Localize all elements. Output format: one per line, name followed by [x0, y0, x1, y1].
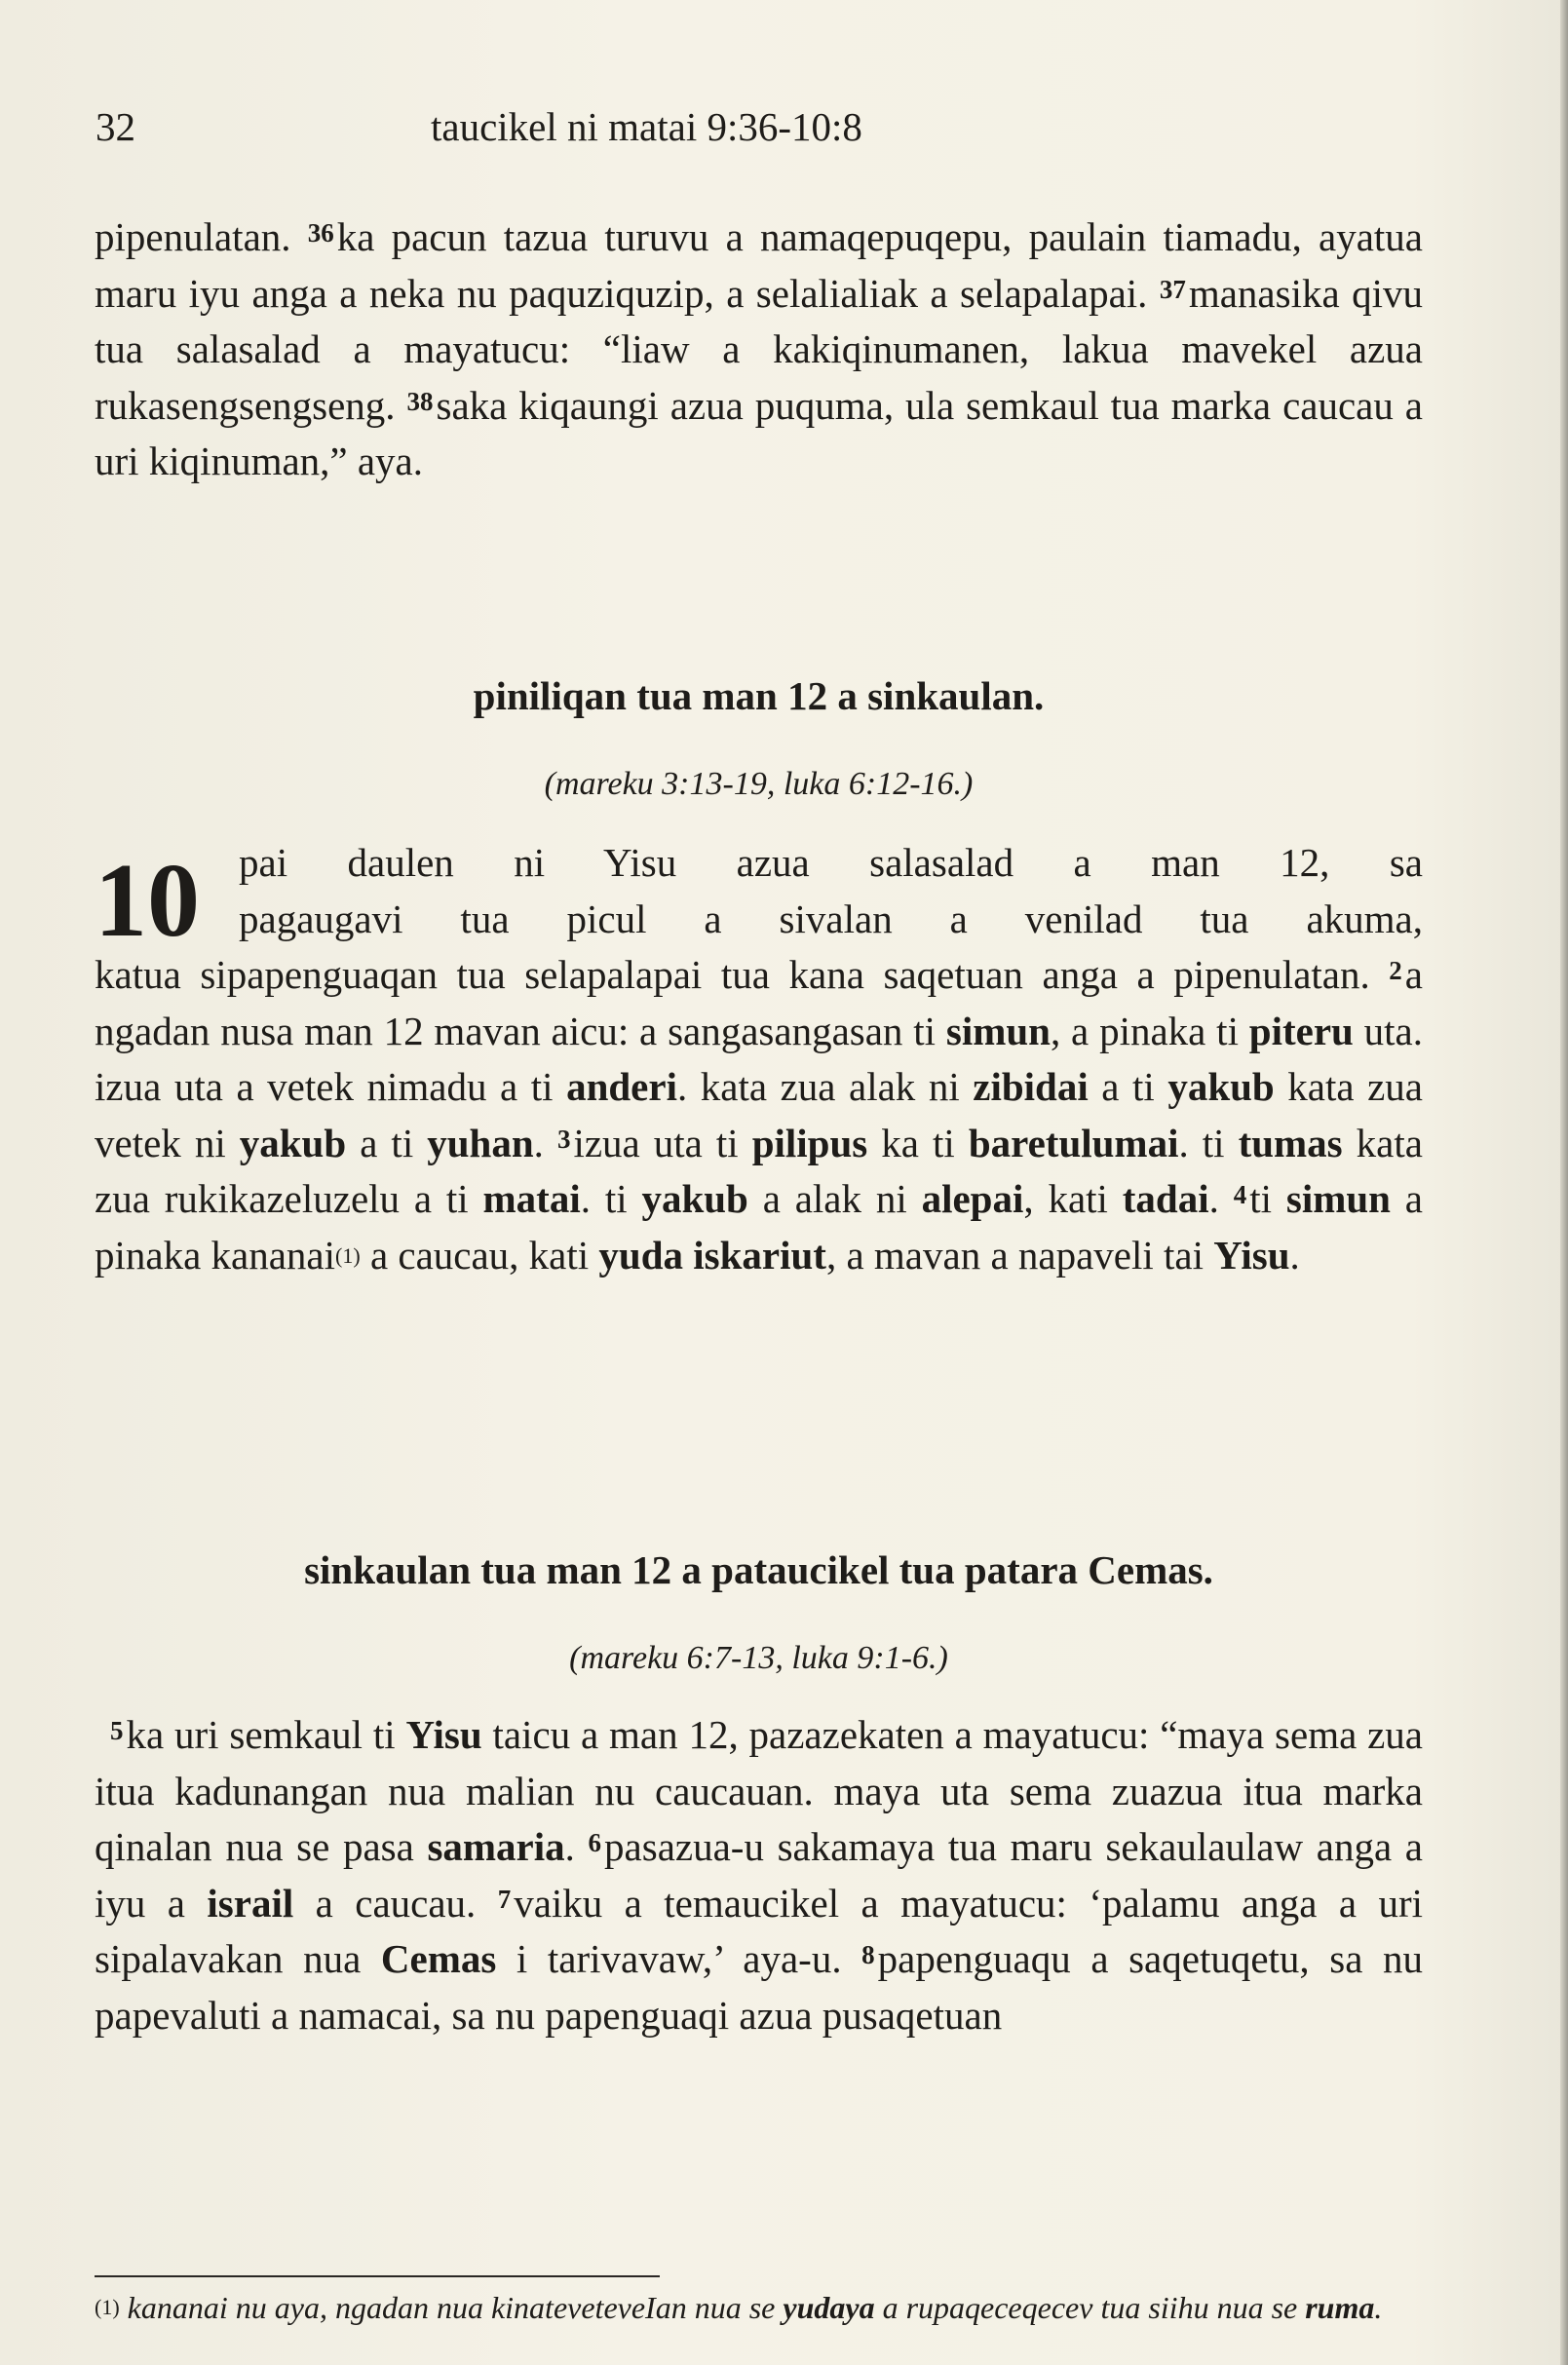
paragraph-chapter10: [95, 947, 1423, 1283]
verse-number-4: 4: [1233, 1180, 1247, 1209]
running-header: [96, 97, 1421, 156]
name-alepai: alepai: [921, 1176, 1024, 1221]
name-piteru: piteru: [1248, 1008, 1354, 1053]
text-run: ti: [1249, 1176, 1286, 1221]
verse-number-37: 37: [1159, 274, 1186, 304]
text-run: . kata zua alak ni: [676, 1064, 974, 1109]
text-run: a caucau, kati: [360, 1232, 599, 1278]
page-edge-shadow: [1560, 0, 1568, 2365]
name-yisu: Yisu: [1213, 1232, 1290, 1278]
text-run: vaiku a temaucikel a mayatucu: ‘palamu anga a uri sipalavakan nua: [95, 1880, 1423, 1981]
footnote: [95, 2285, 1423, 2330]
name-samaria: samaria: [427, 1824, 565, 1869]
text-run: .: [1208, 1176, 1234, 1221]
verse-36-text: ka pacun tazua turuvu a namaqepuqepu, paulain tiamadu, ayatua maru iyu anga a neka nu paquziquzip, a selalialiak a selapalapai.: [95, 214, 1423, 316]
verse-number-5: 5: [110, 1716, 124, 1745]
name-yuda-iskariut: yuda iskariut: [598, 1232, 826, 1278]
verse-number-2: 2: [1389, 956, 1402, 985]
footnote-reference: (1): [335, 1242, 361, 1268]
name-tadai: tadai: [1122, 1176, 1209, 1221]
footnote-text: kananai nu aya, ngadan nua kinateveteveIan nua se: [119, 2290, 784, 2325]
name-yakub: yakub: [641, 1176, 748, 1221]
running-title: taucikel ni matai 9:36-10:8: [431, 104, 862, 149]
name-simun: simun: [1285, 1176, 1391, 1221]
chapter-line-2: pagaugavi tua picul a sivalan a venilad tua akuma,: [239, 896, 1423, 941]
text-run: katua sipapenguaqan tua selapalapai tua kana saqetuan anga a pipenulatan.: [95, 952, 1390, 997]
text-run: .: [533, 1120, 557, 1165]
section-heading-choosing: piniliqan tua man 12 a sinkaulan.: [473, 673, 1045, 718]
verse-number-3: 3: [556, 1124, 571, 1154]
name-tumas: tumas: [1238, 1120, 1343, 1165]
name-matai: matai: [482, 1176, 581, 1221]
footnote-text: a rupaqeceqecev tua siihu nua se: [874, 2290, 1306, 2325]
verse-37-text: manasika qivu tua salasalad a mayatucu: “liaw a kakiqinumanen, lakua mavekel azua rukasengsengseng.: [95, 270, 1423, 428]
text-run: kata zua rukikazeluzelu a ti: [95, 1120, 1423, 1221]
paragraph-sending: [95, 1707, 1423, 2043]
text-run: pipenulatan.: [95, 214, 308, 259]
section-references-choosing: (mareku 3:13-19, luka 6:12-16.): [544, 766, 974, 802]
text-run: , kati: [1023, 1176, 1123, 1221]
text-run: .: [564, 1824, 589, 1869]
name-anderi: anderi: [566, 1064, 677, 1109]
verse-number-36: 36: [307, 218, 334, 248]
chapter-opening-lines: [239, 835, 1423, 947]
text-run: .: [1289, 1232, 1300, 1278]
section-references-sending: (mareku 6:7-13, luka 9:1-6.): [569, 1640, 948, 1676]
name-yuhan: yuhan: [427, 1120, 534, 1165]
page-number: 32: [96, 104, 135, 149]
text-run: izua uta ti: [573, 1120, 752, 1165]
text-run: . ti: [580, 1176, 642, 1221]
text-run: i tarivavaw,’ aya-u.: [496, 1936, 862, 1981]
text-run: pasazua-u sakamaya tua maru sekaulaulaw anga a iyu a: [95, 1824, 1423, 1926]
verse-38-text: saka kiqaungi azua puquma, ula semkaul tua marka caucau a uri kiqinuman,” aya.: [95, 382, 1423, 483]
chapter-line-1: pai daulen ni Yisu azua salasalad a man 12, sa: [239, 840, 1423, 885]
text-run: ka uri semkaul ti: [126, 1712, 406, 1757]
footnote-divider: [95, 2275, 660, 2277]
footnote-term-yudaya: yudaya: [783, 2290, 875, 2325]
text-run: papenguaqu a saqetuqetu, sa nu papevaluti a namacai, sa nu papenguaqi azua pusaqetuan: [95, 1936, 1423, 2038]
verse-number-8: 8: [861, 1940, 875, 1969]
text-run: a pinaka kananai: [95, 1176, 1423, 1278]
footnote-term-ruma: ruma: [1305, 2290, 1375, 2325]
verse-number-38: 38: [406, 386, 434, 416]
paragraph-chapter9-end: [95, 210, 1423, 490]
text-run: a ti: [346, 1120, 428, 1165]
name-israil: israil: [207, 1880, 294, 1926]
text-run: kata zua vetek ni: [95, 1064, 1423, 1165]
name-zibidai: zibidai: [973, 1064, 1089, 1109]
name-cemas: Cemas: [380, 1936, 497, 1981]
verse-number-6: 6: [588, 1828, 602, 1857]
text-run: ka ti: [867, 1120, 969, 1165]
text-run: taicu a man 12, pazazekaten a mayatucu: “maya sema zua itua kadunangan nua malian nu caucauan. maya uta sema zuazua itua marka qinalan nua se pasa: [95, 1712, 1423, 1869]
text-run: a alak ni: [747, 1176, 922, 1221]
text-run: a ti: [1088, 1064, 1168, 1109]
text-run: , a pinaka ti: [1050, 1008, 1249, 1053]
name-pilipus: pilipus: [751, 1120, 868, 1165]
name-yakub: yakub: [239, 1120, 347, 1165]
name-yakub: yakub: [1167, 1064, 1275, 1109]
text-run: uta. izua uta a vetek nimadu a ti: [95, 1008, 1423, 1109]
section-heading-sending: sinkaulan tua man 12 a pataucikel tua patara Cemas.: [304, 1547, 1213, 1592]
text-run: a ngadan nusa man 12 mavan aicu: a sangasangasan ti: [95, 952, 1423, 1053]
name-simun: simun: [945, 1008, 1051, 1053]
name-yisu: Yisu: [405, 1712, 482, 1757]
text-run: a caucau.: [293, 1880, 498, 1926]
footnote-text: .: [1374, 2290, 1383, 2325]
text-run: . ti: [1178, 1120, 1239, 1165]
chapter-number: 10: [95, 843, 200, 959]
name-baretulumai: baretulumai: [968, 1120, 1179, 1165]
verse-number-7: 7: [497, 1884, 512, 1914]
text-run: , a mavan a napaveli tai: [825, 1232, 1214, 1278]
footnote-marker: (1): [95, 2295, 120, 2319]
